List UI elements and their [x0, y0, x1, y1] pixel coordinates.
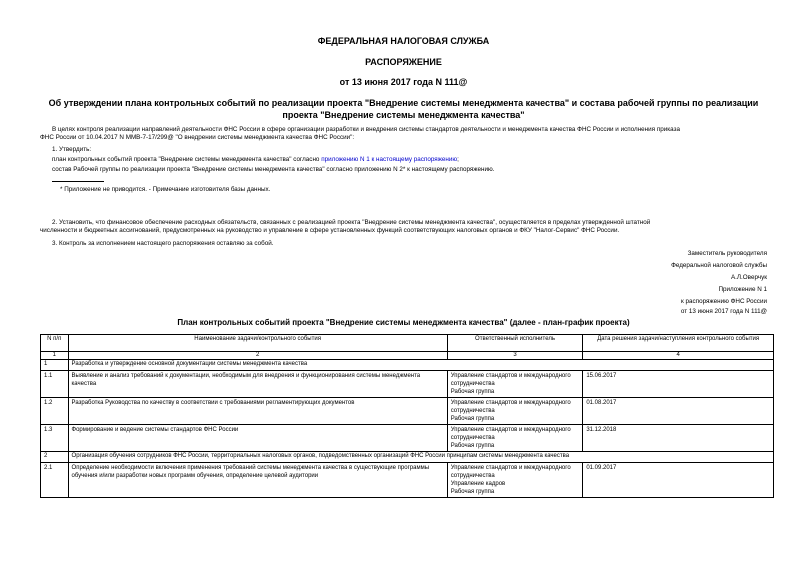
section-name: Разработка и утверждение основной документации системы менеджмента качества — [68, 360, 773, 371]
column-number: 4 — [583, 352, 774, 360]
row-task: Разработка Руководства по качеству в соответствии с требованиями регламентирующих документов — [68, 398, 447, 425]
table-header-row — [41, 335, 774, 352]
column-header: Дата решения задачи/наступления контрольного события — [583, 335, 774, 352]
appendix-1-link[interactable]: приложению N 1 к настоящему распоряжению — [321, 156, 458, 163]
section-number: 1 — [41, 360, 69, 371]
document-type: РАСПОРЯЖЕНИЕ — [365, 57, 442, 67]
table-row — [41, 463, 774, 498]
row-task: Формирование и ведение системы стандартов ФНС России — [68, 425, 447, 452]
signer-name: А.Л.Оверчук — [730, 274, 767, 281]
item-1a-prefix: план контрольных событий проекта "Внедрение системы менеджмента качества" согласно — [52, 156, 322, 163]
table-section-row — [41, 360, 774, 371]
executor: Управление кадров — [450, 481, 506, 487]
executor: Рабочая группа — [450, 443, 495, 449]
table-row — [41, 371, 774, 398]
column-header: Наименование задачи/контрольного события — [68, 335, 447, 352]
plan-title: План контрольных событий проекта "Внедрение системы менеджмента качества" (далее - план-график проекта) — [177, 318, 630, 327]
plan-table — [40, 334, 774, 498]
footnote: * Приложение не приводится. - Примечание изготовителя базы данных. — [60, 186, 271, 193]
appendix-date: от 13 июня 2017 года N 111@ — [680, 308, 767, 315]
executor: Управление стандартов и международного сотрудничества — [450, 373, 571, 387]
row-executor — [447, 371, 583, 398]
row-date: 31.12.2018 — [583, 425, 774, 452]
row-date: 15.06.2017 — [583, 371, 774, 398]
table-row — [41, 425, 774, 452]
section-number: 2 — [41, 452, 69, 463]
executor: Управление стандартов и международного сотрудничества — [450, 465, 571, 479]
row-date: 01.08.2017 — [583, 398, 774, 425]
row-date: 01.09.2017 — [583, 463, 774, 498]
intro-paragraph-line1: В целях контроля реализации направлений деятельности ФНС России в сфере организации разработки и внедрения системы стандартов деятельности и менеджмента качества ФНС России и исполнения приказа — [52, 126, 680, 133]
row-executor — [447, 398, 583, 425]
executor: Рабочая группа — [450, 416, 495, 422]
item-3: 3. Контроль за исполнением настоящего распоряжения оставляю за собой. — [52, 240, 274, 247]
appendix-reference: к распоряжению ФНС России — [681, 298, 767, 305]
executor: Рабочая группа — [450, 389, 495, 395]
row-number: 2.1 — [41, 463, 69, 498]
section-name: Организация обучения сотрудников ФНС России, территориальных налоговых органов, подведомственных организаций ФНС России принципам системы менеджмента качества — [68, 452, 773, 463]
executor: Рабочая группа — [450, 489, 495, 495]
row-number: 1.3 — [41, 425, 69, 452]
intro-paragraph-line2: ФНС России от 10.04.2017 N ММВ-7-17/299@ "О внедрении системы менеджмента качества ФНС России": — [40, 134, 355, 141]
row-task: Выявление и анализ требований к документации, необходимым для внедрения и функционирования системы менеджмента качества — [68, 371, 447, 398]
executor: Управление стандартов и международного сотрудничества — [450, 427, 571, 441]
column-number: 2 — [68, 352, 447, 360]
item-1a-suffix: ; — [457, 156, 459, 163]
item-2-line1: 2. Установить, что финансовое обеспечение расходных обязательств, связанных с реализацией проекта "Внедрение системы менеджмента качества", осуществляется в пределах утвержденной штатной — [52, 219, 651, 226]
column-header: Ответственный исполнитель — [447, 335, 583, 352]
row-number: 1.1 — [41, 371, 69, 398]
signer-agency: Федеральной налоговой службы — [671, 262, 767, 269]
appendix-label: Приложение N 1 — [718, 286, 767, 293]
item-1b: состав Рабочей группы по реализации проекта "Внедрение системы менеджмента качества" согласно приложению N 2* к настоящему распоряжению. — [52, 166, 495, 173]
item-1a — [52, 156, 459, 165]
footnote-divider — [52, 181, 104, 182]
table-section-row — [41, 452, 774, 463]
agency-name: ФЕДЕРАЛЬНАЯ НАЛОГОВАЯ СЛУЖБА — [317, 36, 490, 46]
executor: Управление стандартов и международного сотрудничества — [450, 400, 571, 414]
column-number: 1 — [41, 352, 69, 360]
column-number-row — [41, 352, 774, 360]
item-2-line2: численности и бюджетных ассигнований, предусмотренных на руководство и управление в сфере установленных функций соответствующих налоговых органов и ФКУ "Налог-Сервис" ФНС России. — [40, 227, 620, 234]
row-executor — [447, 425, 583, 452]
column-number: 3 — [447, 352, 583, 360]
document-date: от 13 июня 2017 года N 111@ — [339, 77, 468, 87]
signer-position: Заместитель руководителя — [687, 250, 767, 257]
column-header: N п/п — [41, 335, 69, 352]
row-number: 1.2 — [41, 398, 69, 425]
table-row — [41, 398, 774, 425]
item-1-heading: 1. Утвердить: — [52, 146, 92, 153]
document-title: Об утверждении плана контрольных событий по реализации проекта "Внедрение системы менеджмента качества" и состава рабочей группы по реализации проекта "Внедрение системы менеджмента качества" — [48, 98, 759, 120]
row-task: Определение необходимости включения применения требований системы менеджмента качества в существующие программы обучения и/или разработки новых программ обучения, определение целевой аудитории — [68, 463, 447, 498]
row-executor — [447, 463, 583, 498]
